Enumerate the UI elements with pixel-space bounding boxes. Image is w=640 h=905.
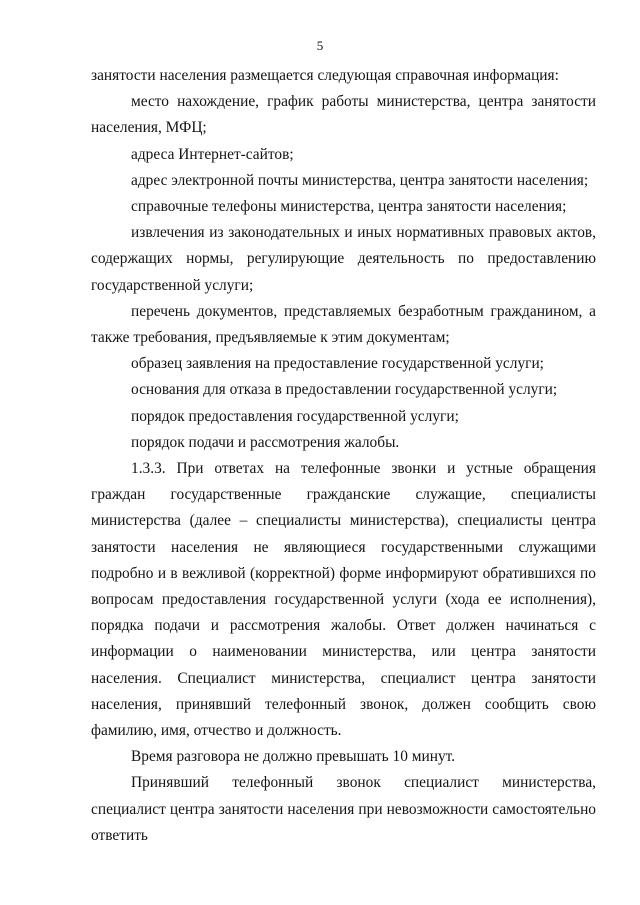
paragraph: адреса Интернет-сайтов; bbox=[131, 145, 294, 163]
page-number: 5 bbox=[316, 38, 324, 53]
paragraph: извлечения из законодательных и иных нормативных правовых актов, содержащих нормы, регулирующие деятельность по предоставлению государственной услуги; bbox=[91, 224, 596, 294]
paragraph: Время разговора не должно превышать 10 минут. bbox=[131, 748, 456, 766]
paragraph: Принявший телефонный звонок специалист министерства, специалист центра занятости населения при невозможности самостоятельно ответить bbox=[91, 774, 596, 844]
paragraph: место нахождение, график работы министерства, центра занятости населения, МФЦ; bbox=[91, 93, 596, 137]
paragraph: занятости населения размещается следующая справочная информация: bbox=[91, 67, 559, 84]
document-body bbox=[91, 63, 596, 849]
paragraph: адрес электронной почты министерства, центра занятости населения; bbox=[131, 171, 589, 189]
paragraph: основания для отказа в предоставлении государственной услуги; bbox=[131, 381, 558, 399]
paragraph: образец заявления на предоставление государственной услуги; bbox=[131, 355, 544, 373]
paragraph: справочные телефоны министерства, центра занятости населения; bbox=[131, 198, 567, 216]
paragraph: порядок подачи и рассмотрения жалобы. bbox=[131, 433, 400, 451]
paragraph: перечень документов, представляемых безработным гражданином, а также требования, предъявляемые к этим документам; bbox=[91, 302, 596, 347]
paragraph: 1.3.3. При ответах на телефонные звонки и устные обращения граждан государственные гражданские служащие, специалисты министерства (далее – специалисты министерства), специалисты центра занятости населения не являющиеся государственными служащими подробно и в вежливой (корректной) форме информируют обратившихся по вопросам предоставления государственной услуги (хода ее исполнения), порядка подачи и рассмотрения жалобы. Ответ должен начинаться с информации о наименовании министерства, или центра занятости населения. Специалист министерства, специалист центра занятости населения, принявший телефонный звонок, должен сообщить свою фамилию, имя, отчество и должность. bbox=[91, 460, 596, 740]
paragraph: порядок предоставления государственной услуги; bbox=[131, 407, 459, 425]
